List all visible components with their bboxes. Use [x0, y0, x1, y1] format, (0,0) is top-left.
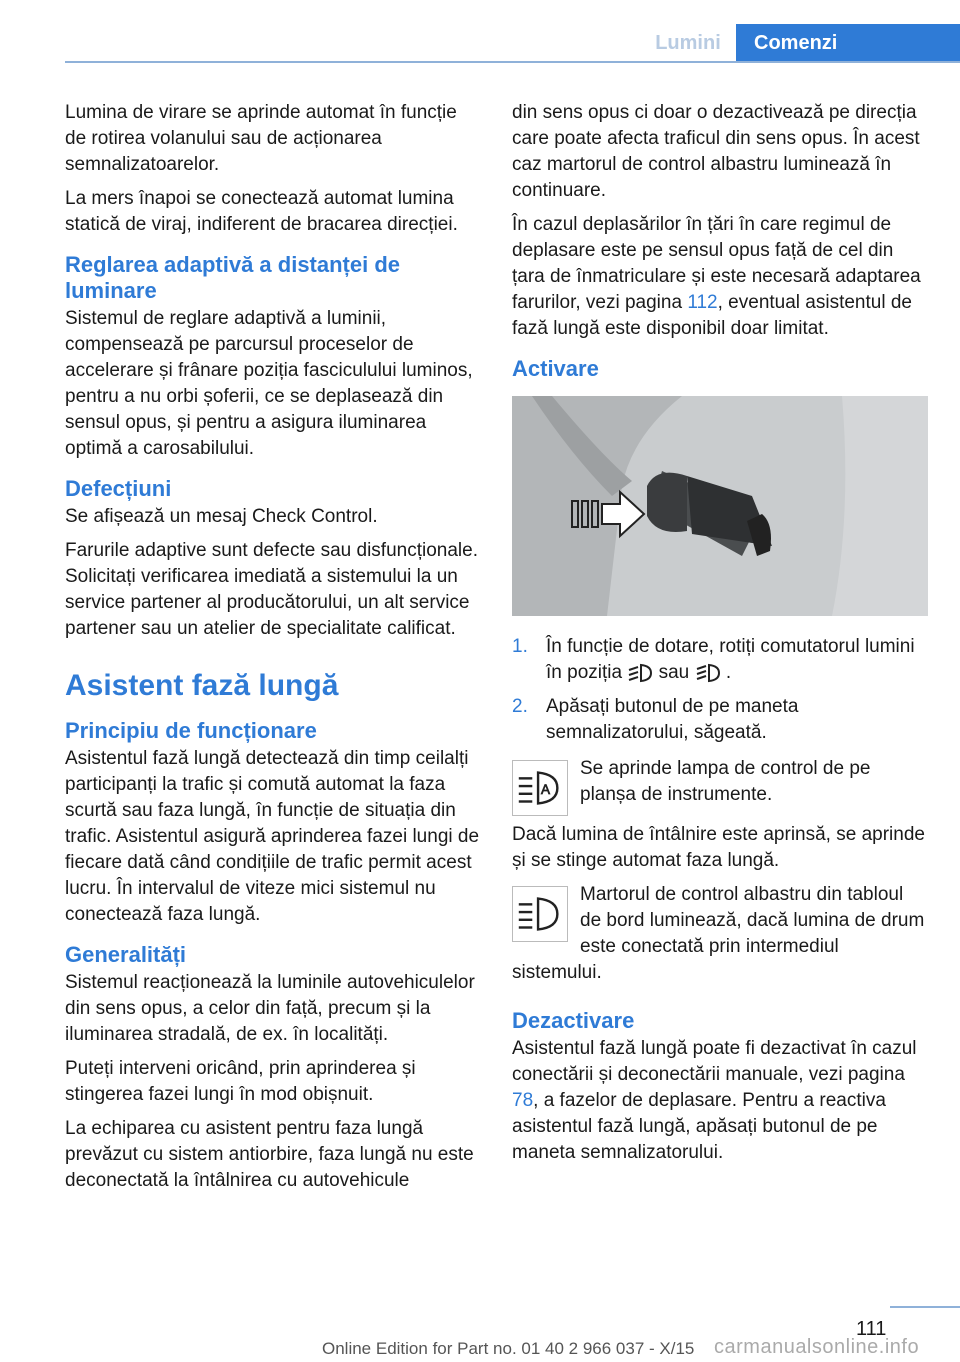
chapter-heading: Asistent fază lungă: [65, 669, 339, 702]
text: , a fazelor de deplasare. Pentru a reactiva asistentul fază lungă, apăsați butonul de pe maneta semnalizatorului.: [512, 1090, 886, 1163]
section-heading: Generalități: [65, 942, 187, 967]
paragraph: Se aprinde lampa de control de pe planșa de instrumente.: [580, 758, 871, 805]
text: În cazul deplasărilor în țări în care regimul de deplasare este pe sensul opus față de cel din țara de înmatriculare și este necesară adaptarea farurilor, vezi pagina: [512, 214, 921, 313]
paragraph: Farurile adaptive sunt defecte sau disfuncționale. Solicitați verificarea imediată a sistemului la un service partener al producătorului, un alt service partener sau un atelier de specialitate calificat.: [65, 540, 478, 639]
section-heading: Defecțiuni: [65, 476, 172, 501]
step-text: .: [725, 662, 732, 683]
watermark: carmanualsonline.info: [714, 1336, 920, 1358]
paragraph: La echiparea cu asistent pentru faza lungă prevăzut cu sistem antiorbire, faza lungă nu este deconectată la întâlnirea cu autovehicule: [65, 1118, 474, 1191]
edition-footer: Online Edition for Part no. 01 40 2 966 037 - X/15: [322, 1339, 695, 1358]
paragraph: Asistentul fază lungă detectează din timp ceilalți participanți la trafic și comută automat la faza scurtă sau faza lungă, în funcție de situația din trafic. Asistentul asigură aprinderea fazei lungi de fiecare dată când condițiile de trafic permit acest lucru. În intervalul de viteze mici sistemul nu conectează faza lungă.: [65, 748, 480, 925]
high-beam-icon: [512, 886, 568, 942]
step-text: sau: [658, 662, 690, 683]
tab-lights[interactable]: Lumini: [655, 32, 721, 54]
paragraph: Martorul de control albastru din tabloul de bord luminează, dacă lumina de drum este conectată prin intermediul sistemului.: [512, 884, 925, 983]
section-heading: Activare: [512, 356, 599, 381]
paragraph: Sistemul reacționează la luminile autovehiculelor din sens opus, a celor din față, precum și la iluminarea stradală, de ex. în localități.: [65, 972, 475, 1045]
paragraph: Lumina de virare se aprinde automat în funcție de rotirea volanului sau de acționarea semnalizatoarelor.: [65, 102, 457, 175]
section-heading: Dezactivare: [512, 1008, 635, 1033]
svg-text:A: A: [540, 781, 550, 797]
list-item: [512, 634, 927, 686]
step-text: În funcție de dotare, rotiți comutatorul lumini în poziția: [546, 636, 915, 683]
low-beam-icon: [695, 662, 721, 684]
auto-light-icon: [627, 662, 653, 684]
paragraph: Se afișează un mesaj Check Control.: [65, 506, 378, 527]
text: Asistentul fază lungă poate fi dezactivat în cazul conectării și deconectării manuale, vezi pagina: [512, 1038, 917, 1085]
paragraph: Dacă lumina de întâlnire este aprinsă, se aprinde și se stinge automat faza lungă.: [512, 824, 925, 871]
indicator-note: [512, 756, 927, 822]
blue-indicator-note: [512, 882, 927, 986]
paragraph: Sistemul de reglare adaptivă a luminii, compensează pe parcursul proceselor de accelerare și frânare poziția fasciculului luminos, pentru a nu orbi șoferii, ce se deplasează din sensul opus, și pentru a asigura iluminarea optimă a carosabilului.: [65, 308, 473, 459]
text: , eventual asistentul de fază lungă este disponibil doar limitat.: [512, 292, 912, 339]
paragraph: Puteți interveni oricând, prin aprinderea și stingerea fazei lungi în mod obișnuit.: [65, 1058, 416, 1105]
step-number: 2.: [512, 696, 528, 717]
turn-signal-lever-photo: [512, 396, 928, 616]
left-column: [65, 100, 480, 1202]
tab-controls[interactable]: Comenzi: [736, 24, 960, 62]
step-text: Apăsați butonul de pe maneta semnalizatorului, săgeată.: [546, 696, 799, 743]
footer-rule: [890, 1306, 960, 1308]
right-column: [512, 100, 927, 1174]
step-number: 1.: [512, 636, 528, 657]
paragraph: La mers înapoi se conectează automat lumina statică de viraj, indiferent de bracarea direcției.: [65, 188, 458, 235]
high-beam-assistant-icon: [512, 760, 568, 816]
paragraph: [512, 212, 927, 342]
page-number: 111: [856, 1318, 887, 1340]
paragraph: din sens opus ci doar o dezactivează pe direcția care poate afecta traficul din sens opus. În acest caz martorul de control albastru luminează în continuare.: [512, 102, 920, 201]
section-heading: Reglarea adaptivă a distanței de luminare: [65, 252, 401, 303]
section-heading: Principiu de funcționare: [65, 718, 317, 743]
paragraph: [512, 1036, 927, 1166]
steps-list: [512, 634, 927, 746]
page-link[interactable]: 78: [512, 1090, 534, 1111]
list-item: [512, 694, 927, 746]
header-rule: [65, 61, 960, 63]
page-link[interactable]: 112: [687, 292, 718, 313]
